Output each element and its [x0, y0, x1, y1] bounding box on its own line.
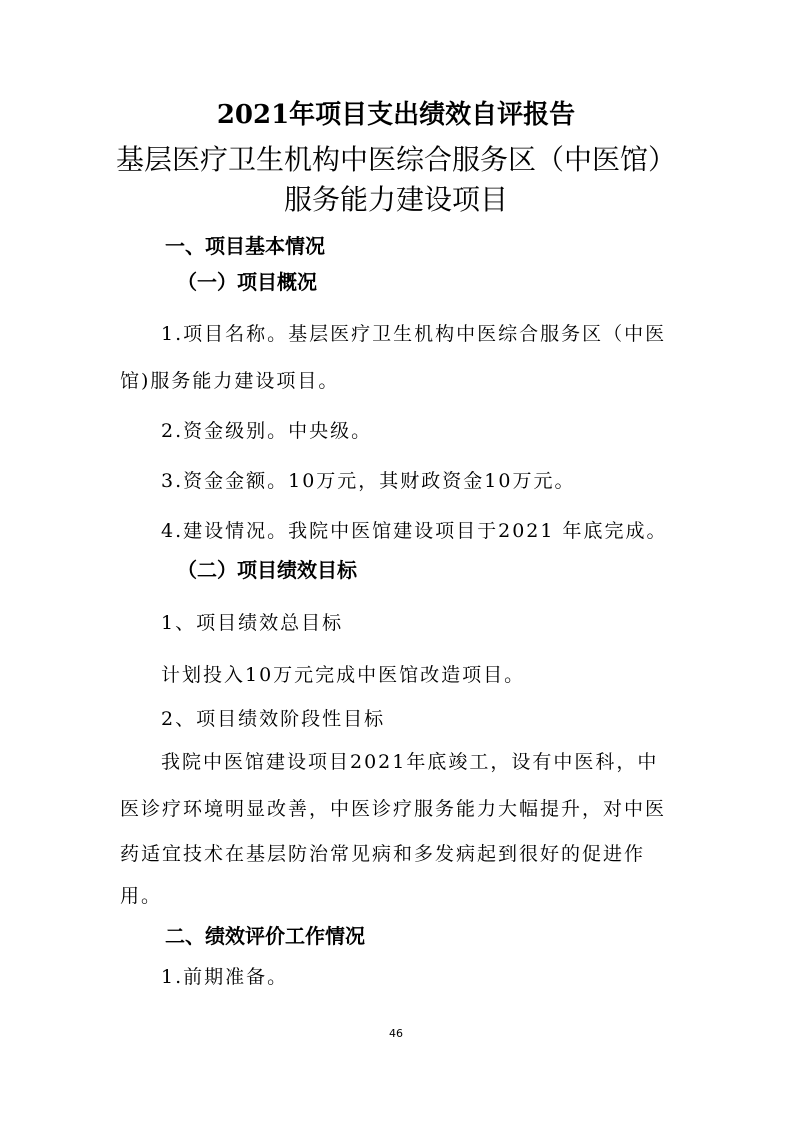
goal-2-line-3: 药适宜技术在基层防治常见病和多发病起到很好的促进作 [120, 843, 646, 865]
overview-item-1-line-2: 馆)服务能力建设项目。 [120, 370, 340, 392]
goal-1-text: 计划投入10万元完成中医馆改造项目。 [161, 664, 526, 686]
section-2-heading: 二、绩效评价工作情况 [165, 924, 365, 948]
section-2-item-1: 1.前期准备。 [161, 966, 289, 988]
page-subtitle-line-2: 服务能力建设项目 [283, 183, 508, 216]
section-1-subheading-1: （一）项目概况 [177, 270, 317, 294]
section-1-heading: 一、项目基本情况 [165, 234, 325, 258]
overview-item-2: 2.资金级别。中央级。 [161, 420, 373, 442]
goal-2-line-1: 我院中医馆建设项目2021年底竣工，设有中医科，中 [161, 751, 659, 773]
goal-2-line-2: 医诊疗环境明显改善，中医诊疗服务能力大幅提升，对中医 [120, 798, 667, 820]
page-title: 2021年项目支出绩效自评报告 [216, 100, 576, 130]
page-subtitle-line-1: 基层医疗卫生机构中医综合服务区（中医馆） [115, 143, 676, 176]
page-number: 46 [389, 1027, 403, 1040]
goal-2-line-4: 用。 [120, 885, 163, 907]
section-1-subheading-2: （二）项目绩效目标 [177, 558, 357, 582]
overview-item-3: 3.资金金额。10万元，其财政资金10万元。 [161, 470, 576, 492]
goal-1-heading: 1、项目绩效总目标 [161, 612, 344, 634]
overview-item-4: 4.建设情况。我院中医馆建设项目于2021 年底完成。 [161, 520, 668, 542]
overview-item-1-line-1: 1.项目名称。基层医疗卫生机构中医综合服务区（中医 [161, 323, 667, 345]
goal-2-heading: 2、项目绩效阶段性目标 [161, 708, 386, 730]
